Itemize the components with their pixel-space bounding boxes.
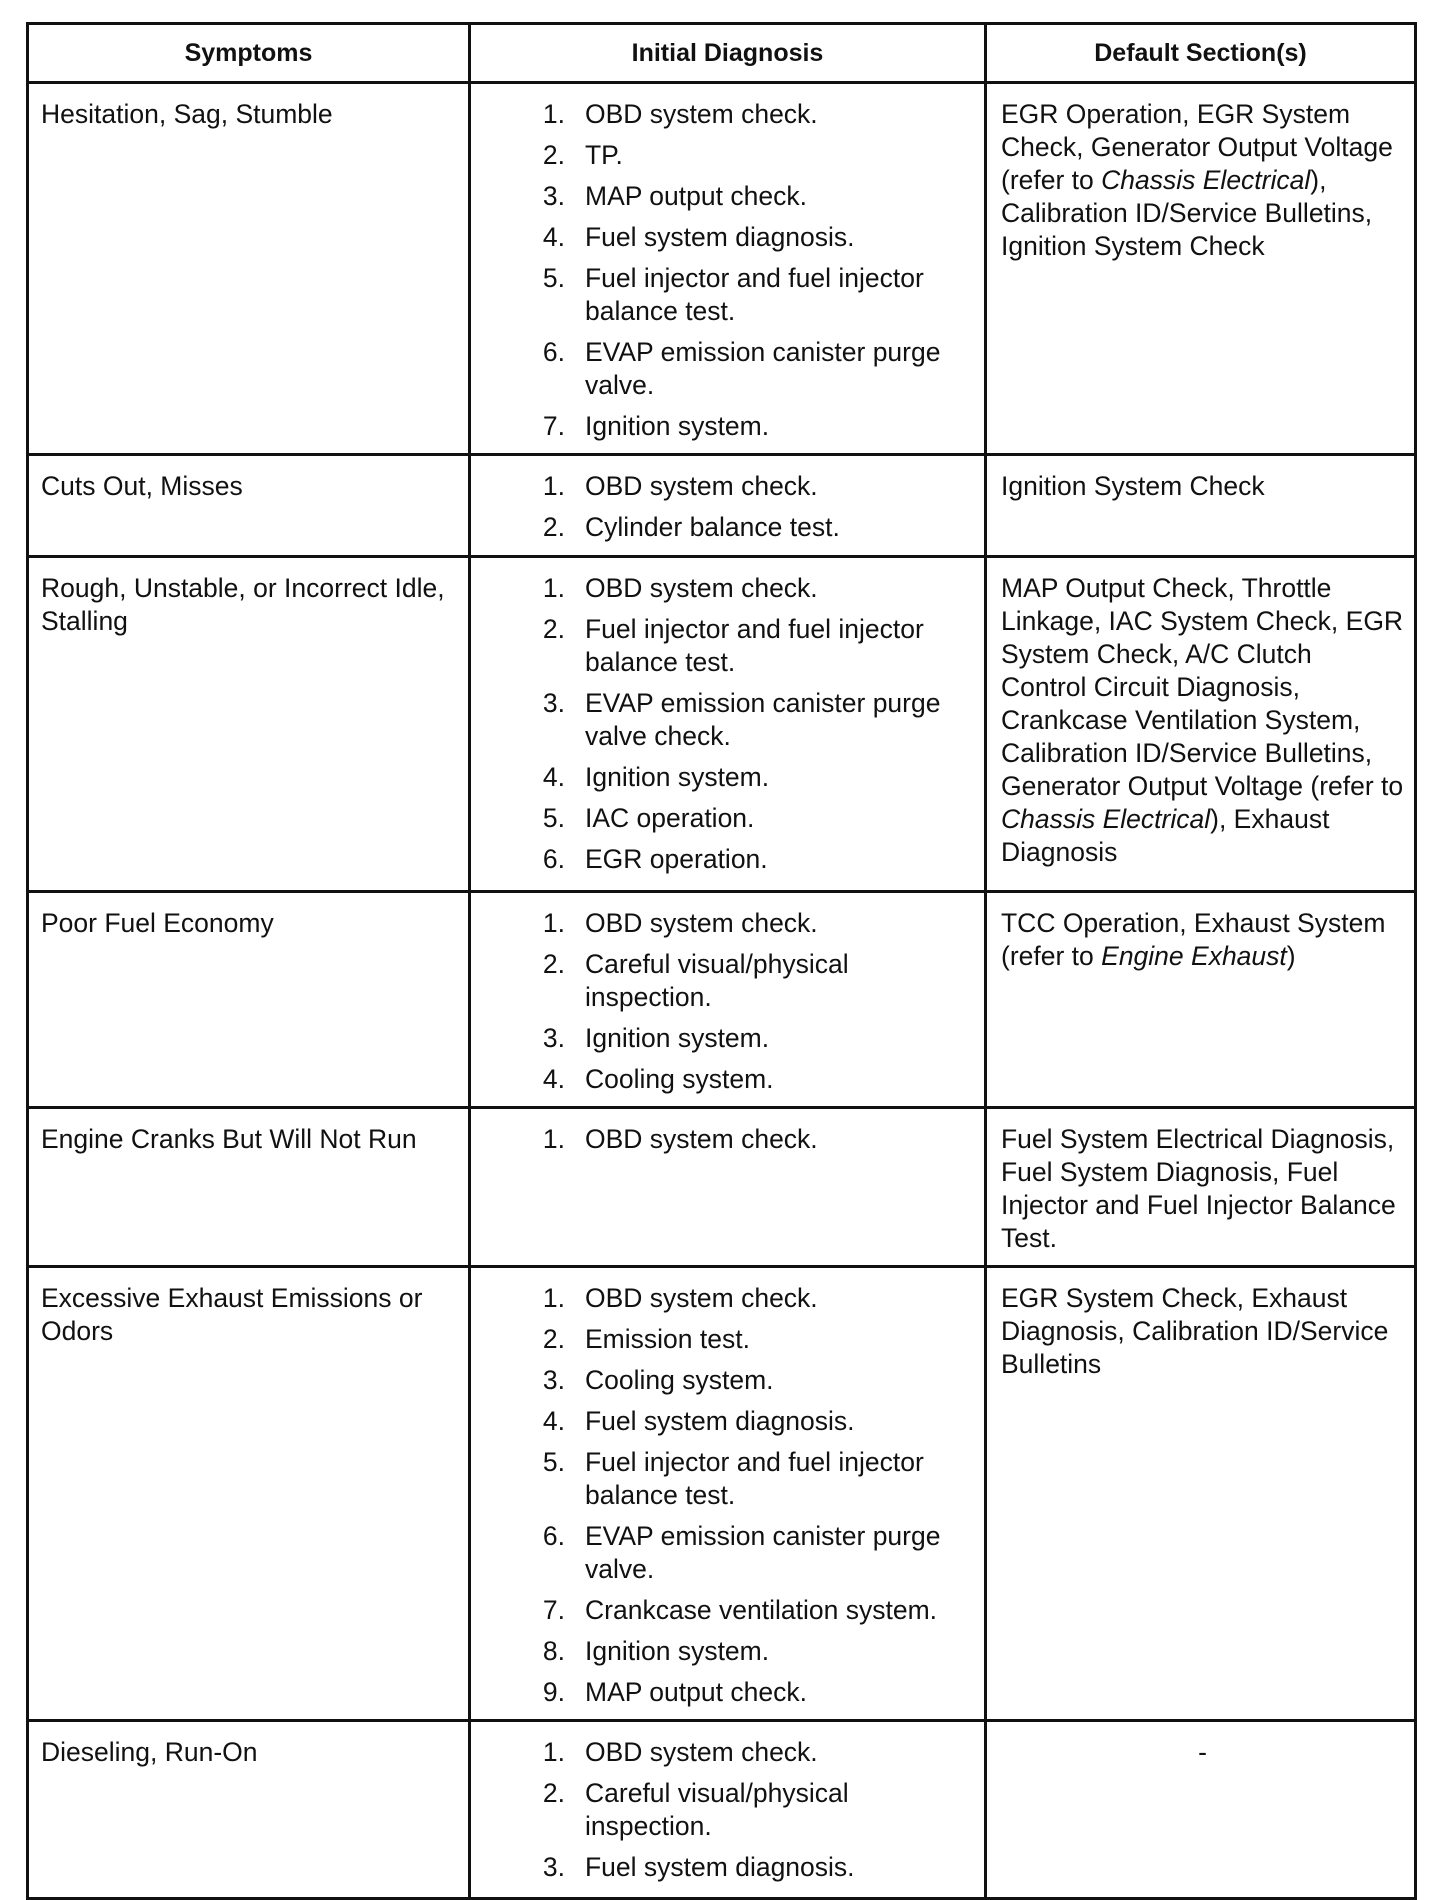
- symptom-cell: Hesitation, Sag, Stumble: [28, 83, 470, 455]
- default-section-cell: Ignition System Check: [986, 455, 1416, 557]
- initial-diagnosis-cell: [470, 1108, 986, 1267]
- initial-diagnosis-cell: [470, 892, 986, 1108]
- header-initial-diagnosis: Initial Diagnosis: [470, 24, 986, 83]
- table-row: [28, 1108, 1416, 1267]
- table-row: [28, 557, 1416, 892]
- list-item: 9. MAP output check.: [542, 1677, 807, 1707]
- list-item: 2. Fuel injector and fuel injector balance test.: [542, 614, 924, 677]
- list-item: 3. Cooling system.: [542, 1365, 774, 1395]
- default-section-cell: MAP Output Check, Throttle Linkage, IAC System Check, EGR System Check, A/C Clutch Control Circuit Diagnosis, Crankcase Ventilation System, Calibration ID/Service Bulletins, Generator Output Voltage (refer to Chassis Electrical), Exhaust Diagnosis: [986, 557, 1416, 892]
- list-item: 5. Fuel injector and fuel injector balance test.: [542, 263, 924, 326]
- default-section-cell: Fuel System Electrical Diagnosis, Fuel System Diagnosis, Fuel Injector and Fuel Injector Balance Test.: [986, 1108, 1416, 1267]
- initial-diagnosis-cell: [470, 1267, 986, 1721]
- step-list: [531, 572, 974, 876]
- symptom-cell: Dieseling, Run-On: [28, 1721, 470, 1899]
- list-item: 5. Fuel injector and fuel injector balance test.: [542, 1447, 924, 1510]
- symptom-cell: Excessive Exhaust Emissions or Odors: [28, 1267, 470, 1721]
- step-list: [531, 1736, 974, 1884]
- initial-diagnosis-cell: [470, 1721, 986, 1899]
- symptom-cell: Rough, Unstable, or Incorrect Idle, Stalling: [28, 557, 470, 892]
- list-item: 2. Careful visual/physical inspection.: [542, 1778, 849, 1841]
- step-list: [531, 1282, 974, 1709]
- manual-reference: Chassis Electrical: [1101, 165, 1311, 195]
- list-item: 4. Ignition system.: [542, 762, 770, 792]
- list-item: 1. OBD system check.: [542, 908, 818, 938]
- list-item: 3. Fuel system diagnosis.: [542, 1852, 855, 1882]
- diagnosis-table: [26, 22, 1417, 1900]
- header-symptoms: Symptoms: [28, 24, 470, 83]
- list-item: 6. EVAP emission canister purge valve.: [542, 337, 941, 400]
- list-item: 3. Ignition system.: [542, 1023, 770, 1053]
- step-list: [531, 470, 974, 544]
- list-item: 4. Cooling system.: [542, 1064, 774, 1094]
- list-item: 1. OBD system check.: [542, 1737, 818, 1767]
- initial-diagnosis-cell: [470, 557, 986, 892]
- list-item: 6. EGR operation.: [542, 844, 768, 874]
- list-item: 6. EVAP emission canister purge valve.: [542, 1521, 941, 1584]
- header-row: [28, 24, 1416, 83]
- default-section-cell: -: [986, 1721, 1416, 1899]
- manual-reference: Chassis Electrical: [1001, 804, 1211, 834]
- list-item: 3. EVAP emission canister purge valve check.: [542, 688, 941, 751]
- step-list: [531, 1123, 974, 1156]
- step-list: [531, 98, 974, 443]
- list-item: 1. OBD system check.: [542, 1283, 818, 1313]
- step-list: [531, 907, 974, 1096]
- default-section-cell: EGR System Check, Exhaust Diagnosis, Calibration ID/Service Bulletins: [986, 1267, 1416, 1721]
- default-section-cell: EGR Operation, EGR System Check, Generator Output Voltage (refer to Chassis Electrical), Calibration ID/Service Bulletins, Ignition System Check: [986, 83, 1416, 455]
- table-row: [28, 455, 1416, 557]
- list-item: 3. MAP output check.: [542, 181, 807, 211]
- list-item: 7. Crankcase ventilation system.: [542, 1595, 938, 1625]
- list-item: 1. OBD system check.: [542, 99, 818, 129]
- header-default-sections: Default Section(s): [986, 24, 1416, 83]
- manual-reference: Engine Exhaust: [1101, 941, 1287, 971]
- list-item: 4. Fuel system diagnosis.: [542, 222, 855, 252]
- list-item: 2. Emission test.: [542, 1324, 750, 1354]
- list-item: 8. Ignition system.: [542, 1636, 770, 1666]
- list-item: 4. Fuel system diagnosis.: [542, 1406, 855, 1436]
- symptom-cell: Engine Cranks But Will Not Run: [28, 1108, 470, 1267]
- list-item: 2. Cylinder balance test.: [542, 512, 840, 542]
- table-row: [28, 892, 1416, 1108]
- list-item: 1. OBD system check.: [542, 1124, 818, 1154]
- list-item: 1. OBD system check.: [542, 471, 818, 501]
- list-item: 2. Careful visual/physical inspection.: [542, 949, 849, 1012]
- list-item: 7. Ignition system.: [542, 411, 770, 441]
- table-row: [28, 1721, 1416, 1899]
- list-item: 2. TP.: [542, 140, 623, 170]
- list-item: 5. IAC operation.: [542, 803, 755, 833]
- symptom-cell: Poor Fuel Economy: [28, 892, 470, 1108]
- table-row: [28, 1267, 1416, 1721]
- initial-diagnosis-cell: [470, 455, 986, 557]
- initial-diagnosis-cell: [470, 83, 986, 455]
- list-item: 1. OBD system check.: [542, 573, 818, 603]
- default-section-cell: TCC Operation, Exhaust System (refer to Engine Exhaust): [986, 892, 1416, 1108]
- table-row: [28, 83, 1416, 455]
- symptom-cell: Cuts Out, Misses: [28, 455, 470, 557]
